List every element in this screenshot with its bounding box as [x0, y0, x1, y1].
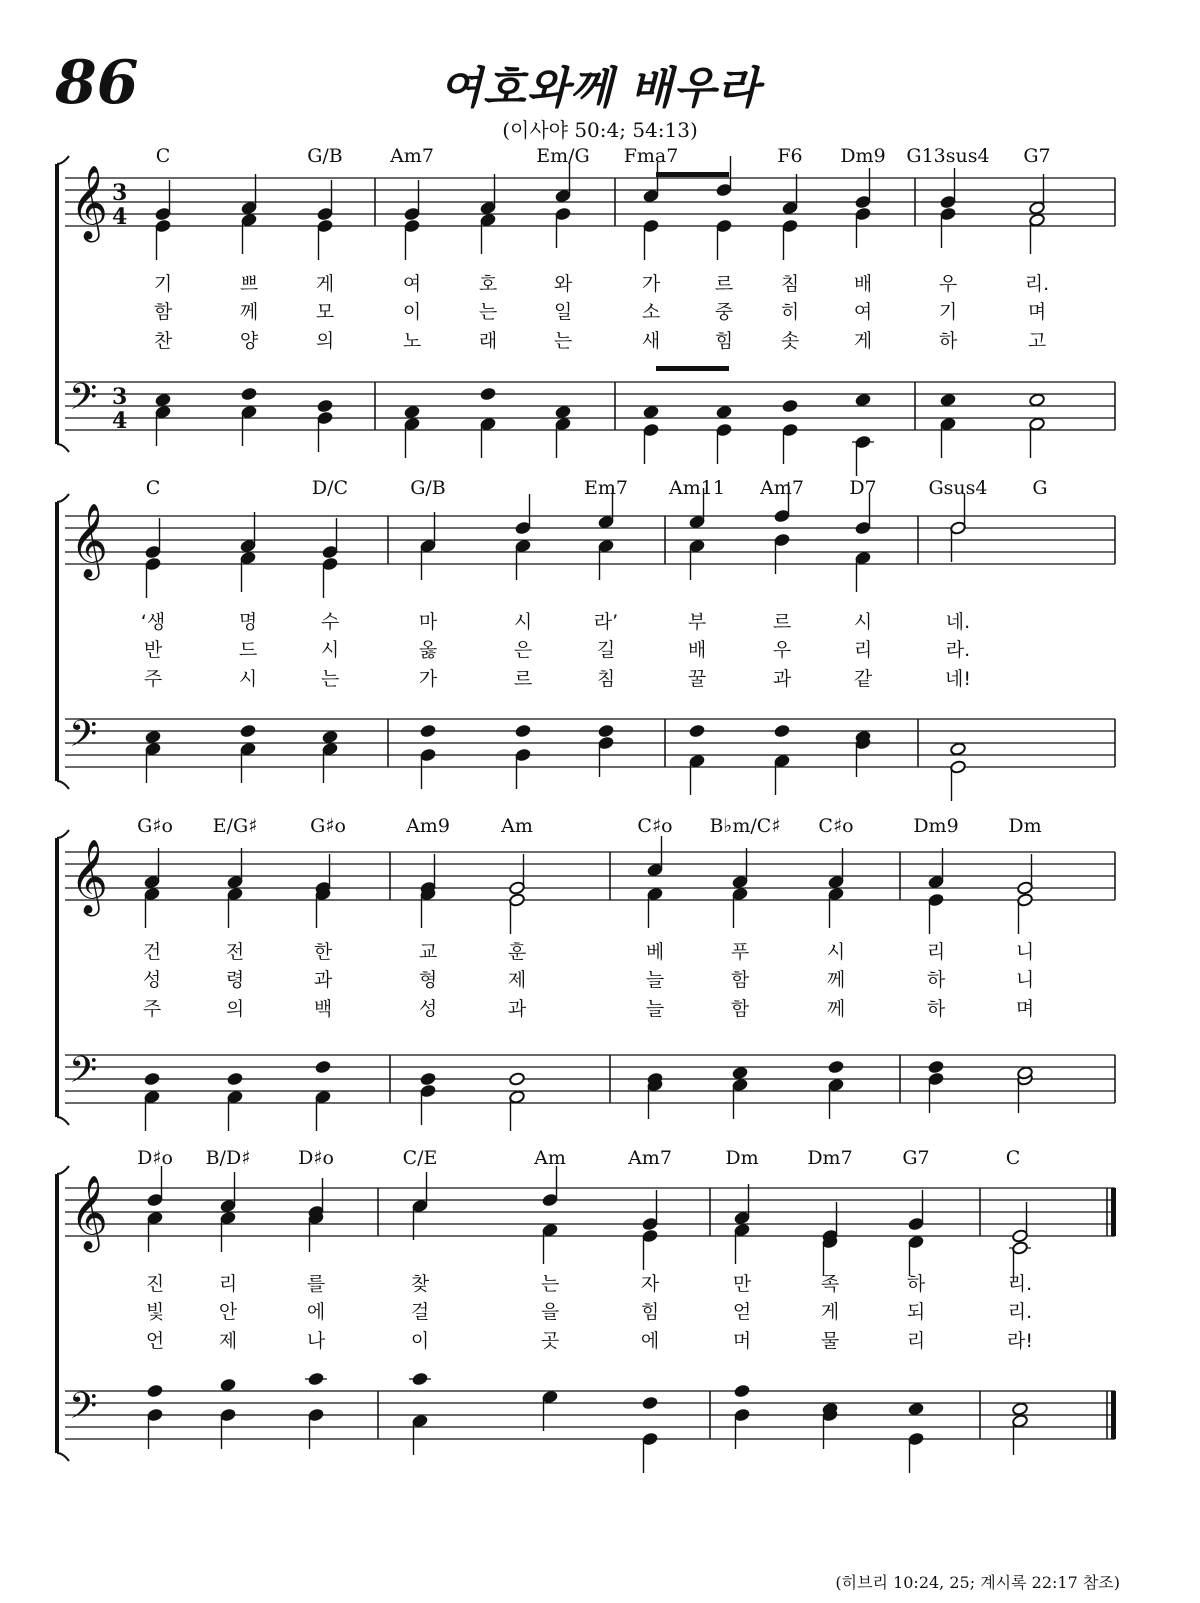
lyric-verse-1: 전 — [225, 941, 245, 963]
bass-staff — [65, 1055, 1115, 1103]
lyric-verse-3: 는 — [553, 330, 573, 352]
lyric-verse-2: 배 — [687, 639, 707, 661]
lyric-verse-1: 만 — [732, 1273, 752, 1295]
bass-note-notehead — [732, 1066, 749, 1080]
treble-staff — [65, 178, 1115, 226]
bracket-top-hook — [57, 830, 69, 838]
lyric-verse-3: 하 — [938, 330, 958, 352]
chord-symbol: C♯o — [818, 815, 854, 837]
bass-clef-icon: 𝄢 — [69, 1385, 98, 1436]
lyric-verse-3: 함 — [730, 998, 750, 1020]
chord-symbol: Dm9 — [913, 815, 959, 837]
bass-note-notehead — [734, 1384, 751, 1398]
lyric-verse-1: 배 — [853, 273, 873, 295]
lyric-verse-2: 힘 — [640, 1301, 660, 1323]
lyric-verse-3: 는 — [320, 668, 340, 690]
lyric-verse-2: 중 — [714, 301, 734, 323]
lyric-verse-3: 노 — [402, 330, 422, 352]
lyric-verse-1: 부 — [687, 611, 707, 633]
lyric-verse-3: 리 — [906, 1330, 926, 1352]
lyric-verse-1: 리 — [926, 941, 946, 963]
bass-note-notehead — [317, 399, 334, 413]
lyric-verse-2: 드 — [238, 639, 258, 661]
lyric-verse-1: 를 — [306, 1273, 326, 1295]
chord-symbol: C♯o — [637, 815, 673, 837]
lyric-verse-2: 걸 — [410, 1301, 430, 1323]
lyric-verse-2: 히 — [780, 301, 800, 323]
lyric-verse-1: 리. — [1024, 273, 1050, 295]
bass-note-notehead — [642, 1396, 659, 1410]
lyric-verse-1: 수 — [320, 611, 340, 633]
final-barline-thick — [1111, 1188, 1116, 1236]
lyric-verse-1: 는 — [540, 1273, 560, 1295]
chord-symbol: D7 — [849, 477, 877, 499]
scripture-reference: (이사야 50:4; 54:13) — [502, 118, 698, 142]
lyric-verse-1: 찾 — [410, 1273, 430, 1295]
lyric-verse-2: 안 — [218, 1301, 238, 1323]
lyric-verse-3: 이 — [410, 1330, 430, 1352]
lyric-verse-3: 물 — [820, 1330, 840, 1352]
treble-clef-icon: 𝄞 — [70, 840, 108, 914]
hymn-title: 여호와께 배우라 — [439, 63, 761, 114]
lyric-verse-1: 시 — [853, 611, 873, 633]
lyric-verse-1: 시 — [826, 941, 846, 963]
chord-symbol: Am9 — [406, 815, 450, 837]
lyric-verse-2: 빛 — [145, 1301, 165, 1323]
lyric-verse-1: ‘생 — [140, 611, 166, 633]
bass-note-notehead — [515, 724, 532, 738]
lyric-verse-2: 하 — [926, 969, 946, 991]
lyric-verse-2: 리. — [1007, 1301, 1033, 1323]
lyric-verse-3: 찬 — [153, 330, 173, 352]
lyric-verse-1: 한 — [313, 941, 333, 963]
lyric-verse-3: 양 — [239, 330, 259, 352]
lyric-verse-2: 제 — [507, 969, 527, 991]
lyric-verse-3: 르 — [513, 668, 533, 690]
bracket-bottom-hook — [57, 781, 69, 789]
lyric-verse-2: 우 — [772, 639, 792, 661]
lyric-verse-3: 솟 — [780, 330, 800, 352]
lyric-verse-3: 성 — [418, 998, 438, 1020]
bass-note-notehead — [828, 1060, 845, 1074]
bass-note-notehead — [555, 405, 572, 419]
bracket-bottom-hook — [57, 1453, 69, 1461]
lyric-verse-1: 라’ — [593, 611, 619, 633]
lyric-verse-1: 게 — [315, 273, 335, 295]
lyric-verse-2: 형 — [418, 969, 438, 991]
bass-note-notehead — [412, 1372, 429, 1386]
bass-note-notehead — [940, 393, 957, 407]
lyric-verse-1: 여 — [402, 273, 422, 295]
lyric-verse-2: 이 — [402, 301, 422, 323]
lyric-verse-3: 과 — [507, 998, 527, 1020]
chord-symbol: D/C — [311, 477, 349, 499]
chord-symbol: Am11 — [669, 477, 725, 499]
lyric-verse-1: 기 — [153, 273, 173, 295]
chord-symbol: Dm9 — [840, 145, 886, 167]
bass-clef-icon: 𝄢 — [69, 376, 98, 427]
lyric-verse-1: 쁘 — [239, 273, 259, 295]
bracket-top-hook — [57, 156, 69, 164]
bracket-bottom-hook — [57, 444, 69, 452]
lyric-verse-2: 성 — [142, 969, 162, 991]
lyric-verse-3: 시 — [238, 668, 258, 690]
lyric-verse-3: 제 — [218, 1330, 238, 1352]
lyric-verse-2: 리 — [853, 639, 873, 661]
chord-symbol: Dm — [1008, 815, 1042, 837]
lyric-verse-1: 마 — [418, 611, 438, 633]
bass-note-notehead — [155, 393, 172, 407]
bracket-top-hook — [57, 494, 69, 502]
lyric-verse-3: 게 — [853, 330, 873, 352]
lyric-verse-3: 가 — [418, 668, 438, 690]
bass-note-notehead — [598, 724, 615, 738]
lyric-verse-2: 령 — [225, 969, 245, 991]
lyric-verse-3: 에 — [640, 1330, 660, 1352]
final-barline-thick — [1111, 1391, 1116, 1439]
lyric-verse-1: 르 — [772, 611, 792, 633]
lyric-verse-3: 하 — [926, 998, 946, 1020]
lyric-verse-2: 길 — [596, 639, 616, 661]
lyric-verse-2: 소 — [641, 301, 661, 323]
lyric-verse-2: 함 — [730, 969, 750, 991]
bass-note-notehead — [855, 393, 872, 407]
chord-symbol: Dm7 — [807, 1147, 853, 1169]
lyric-verse-3: 백 — [313, 998, 333, 1020]
chord-symbol: B/D♯ — [205, 1147, 251, 1169]
chord-symbol: Gsus4 — [928, 477, 988, 499]
lyric-verse-1: 시 — [513, 611, 533, 633]
lyric-verse-2: 에 — [306, 1301, 326, 1323]
lyric-verse-2: 며 — [1027, 301, 1047, 323]
lyric-verse-2: 니 — [1015, 969, 1035, 991]
footer-reference: (히브리 10:24, 25; 계시록 22:17 참조) — [835, 1573, 1120, 1592]
chord-symbol: C — [155, 145, 171, 167]
lyric-verse-3: 네! — [945, 668, 971, 690]
lyric-verse-2: 여 — [853, 301, 873, 323]
chord-symbol: C — [1005, 1147, 1021, 1169]
lyric-verse-1: 훈 — [507, 941, 527, 963]
bass-note-notehead — [643, 405, 660, 419]
lyric-verse-1: 명 — [238, 611, 258, 633]
lyric-verse-2: 되 — [906, 1301, 926, 1323]
lyric-verse-3: 머 — [732, 1330, 752, 1352]
bass-note-notehead — [782, 399, 799, 413]
bass-note-notehead — [908, 1402, 925, 1416]
lyric-verse-1: 우 — [938, 273, 958, 295]
lyric-verse-3: 께 — [826, 998, 846, 1020]
lyric-verse-2: 을 — [540, 1301, 560, 1323]
lyric-verse-3: 새 — [641, 330, 661, 352]
lyric-verse-1: 자 — [640, 1273, 660, 1295]
bass-note-notehead — [420, 724, 437, 738]
chord-symbol: C/E — [402, 1147, 438, 1169]
lyric-verse-2: 반 — [143, 639, 163, 661]
lyric-verse-1: 리 — [218, 1273, 238, 1295]
lyric-verse-1: 니 — [1015, 941, 1035, 963]
eighth-beam — [656, 366, 729, 371]
time-signature-top: 3 — [112, 384, 128, 410]
chord-symbol: B♭m/C♯ — [709, 815, 781, 837]
bass-note-notehead — [1029, 393, 1046, 407]
lyric-verse-2: 께 — [826, 969, 846, 991]
lyric-verse-3: 언 — [145, 1330, 165, 1352]
bass-note-notehead — [1012, 1402, 1029, 1416]
chord-symbol: G — [1032, 477, 1048, 499]
lyric-verse-3: 며 — [1015, 998, 1035, 1020]
lyric-verse-2: 은 — [513, 639, 533, 661]
chord-symbol: Em7 — [584, 477, 628, 499]
bass-note-notehead — [950, 742, 967, 756]
bass-note-notehead — [420, 1072, 437, 1086]
lyric-verse-3: 주 — [142, 998, 162, 1020]
bass-staff — [65, 382, 1115, 430]
lyric-verse-3: 힘 — [714, 330, 734, 352]
treble-staff — [65, 1188, 1115, 1236]
chord-symbol: C — [145, 477, 161, 499]
lyric-verse-2: 늘 — [645, 969, 665, 991]
time-signature-bottom: 4 — [112, 408, 128, 434]
bass-note-notehead — [227, 1072, 244, 1086]
lyric-verse-1: 교 — [418, 941, 438, 963]
bass-note-notehead — [716, 405, 733, 419]
lyric-verse-1: 침 — [780, 273, 800, 295]
hymn-number: 86 — [55, 48, 139, 118]
chord-symbol: Am — [501, 815, 533, 837]
treble-clef-icon: 𝄞 — [70, 166, 108, 240]
lyric-verse-3: 라! — [1007, 1330, 1033, 1352]
lyric-verse-2: 기 — [938, 301, 958, 323]
lyric-verse-2: 는 — [478, 301, 498, 323]
lyric-verse-2: 게 — [820, 1301, 840, 1323]
chord-symbol: G7 — [1023, 145, 1051, 167]
lyric-verse-2: 시 — [320, 639, 340, 661]
bass-note-notehead — [480, 387, 497, 401]
lyric-verse-2: 옳 — [418, 639, 438, 661]
bass-note-notehead — [928, 1060, 945, 1074]
lyric-verse-2: 께 — [239, 301, 259, 323]
lyric-verse-3: 주 — [143, 668, 163, 690]
treble-clef-icon: 𝄞 — [70, 504, 108, 578]
chord-symbol: G♯o — [310, 815, 346, 837]
chord-symbol: F6 — [777, 145, 803, 167]
lyric-verse-3: 침 — [596, 668, 616, 690]
bass-note-notehead — [240, 724, 257, 738]
lyric-verse-3: 꿀 — [687, 668, 707, 690]
chord-symbol: D♯o — [298, 1147, 334, 1169]
lyric-verse-3: 같 — [853, 668, 873, 690]
lyric-verse-1: 호 — [478, 273, 498, 295]
chord-symbol: Am7 — [628, 1147, 672, 1169]
lyric-verse-1: 족 — [820, 1273, 840, 1295]
chord-symbol: G/B — [307, 145, 343, 167]
bass-note-notehead — [689, 724, 706, 738]
lyric-verse-1: 리. — [1007, 1273, 1033, 1295]
bass-note-notehead — [220, 1378, 237, 1392]
chord-symbol: D♯o — [137, 1147, 173, 1169]
bass-note-notehead — [315, 1060, 332, 1074]
lyric-verse-3: 고 — [1027, 330, 1047, 352]
chord-symbol: Dm — [725, 1147, 759, 1169]
eighth-beam — [656, 172, 729, 177]
lyric-verse-1: 가 — [641, 273, 661, 295]
time-signature-top: 3 — [112, 180, 128, 206]
bass-note-notehead — [308, 1372, 325, 1386]
lyric-verse-2: 얻 — [732, 1301, 752, 1323]
lyric-verse-2: 일 — [553, 301, 573, 323]
lyric-verse-1: 진 — [145, 1273, 165, 1295]
chord-symbol: G13sus4 — [906, 145, 990, 167]
bass-note-notehead — [404, 405, 421, 419]
time-signature-bottom: 4 — [112, 204, 128, 230]
chord-symbol: G7 — [902, 1147, 930, 1169]
lyric-verse-3: 곳 — [540, 1330, 560, 1352]
lyric-verse-1: 건 — [142, 941, 162, 963]
bass-note-notehead — [144, 1072, 161, 1086]
lyric-verse-3: 늘 — [645, 998, 665, 1020]
lyric-verse-2: 라. — [945, 639, 971, 661]
bass-clef-icon: 𝄢 — [69, 1049, 98, 1100]
lyric-verse-3: 래 — [478, 330, 498, 352]
bass-note-notehead — [322, 730, 339, 744]
lyric-verse-3: 나 — [306, 1330, 326, 1352]
treble-clef-icon: 𝄞 — [70, 1176, 108, 1250]
lyric-verse-1: 네. — [945, 611, 971, 633]
lyric-verse-1: 르 — [714, 273, 734, 295]
lyric-verse-3: 의 — [315, 330, 335, 352]
bass-note-notehead — [241, 387, 258, 401]
chord-symbol: E/G♯ — [212, 815, 258, 837]
lyric-verse-3: 과 — [772, 668, 792, 690]
bracket-bottom-hook — [57, 1117, 69, 1125]
bass-note-notehead — [147, 1384, 164, 1398]
bass-clef-icon: 𝄢 — [69, 713, 98, 764]
chord-symbol: G/B — [410, 477, 446, 499]
bass-note-notehead — [145, 730, 162, 744]
chord-symbol: Am7 — [760, 477, 804, 499]
lyric-verse-3: 의 — [225, 998, 245, 1020]
chord-symbol: Em/G — [536, 145, 590, 167]
bracket-top-hook — [57, 1166, 69, 1174]
lyric-verse-2: 모 — [315, 301, 335, 323]
lyric-verse-1: 베 — [645, 941, 665, 963]
chord-symbol: Am — [534, 1147, 566, 1169]
lyric-verse-2: 함 — [153, 301, 173, 323]
chord-symbol: Am7 — [390, 145, 434, 167]
lyric-verse-1: 와 — [553, 273, 573, 295]
lyric-verse-2: 과 — [313, 969, 333, 991]
lyric-verse-1: 하 — [906, 1273, 926, 1295]
lyric-verse-1: 푸 — [730, 941, 750, 963]
bass-note-notehead — [774, 724, 791, 738]
treble-staff — [65, 852, 1115, 900]
chord-symbol: Fma7 — [623, 145, 679, 167]
bass-note-notehead — [509, 1072, 526, 1086]
chord-symbol: G♯o — [137, 815, 173, 837]
